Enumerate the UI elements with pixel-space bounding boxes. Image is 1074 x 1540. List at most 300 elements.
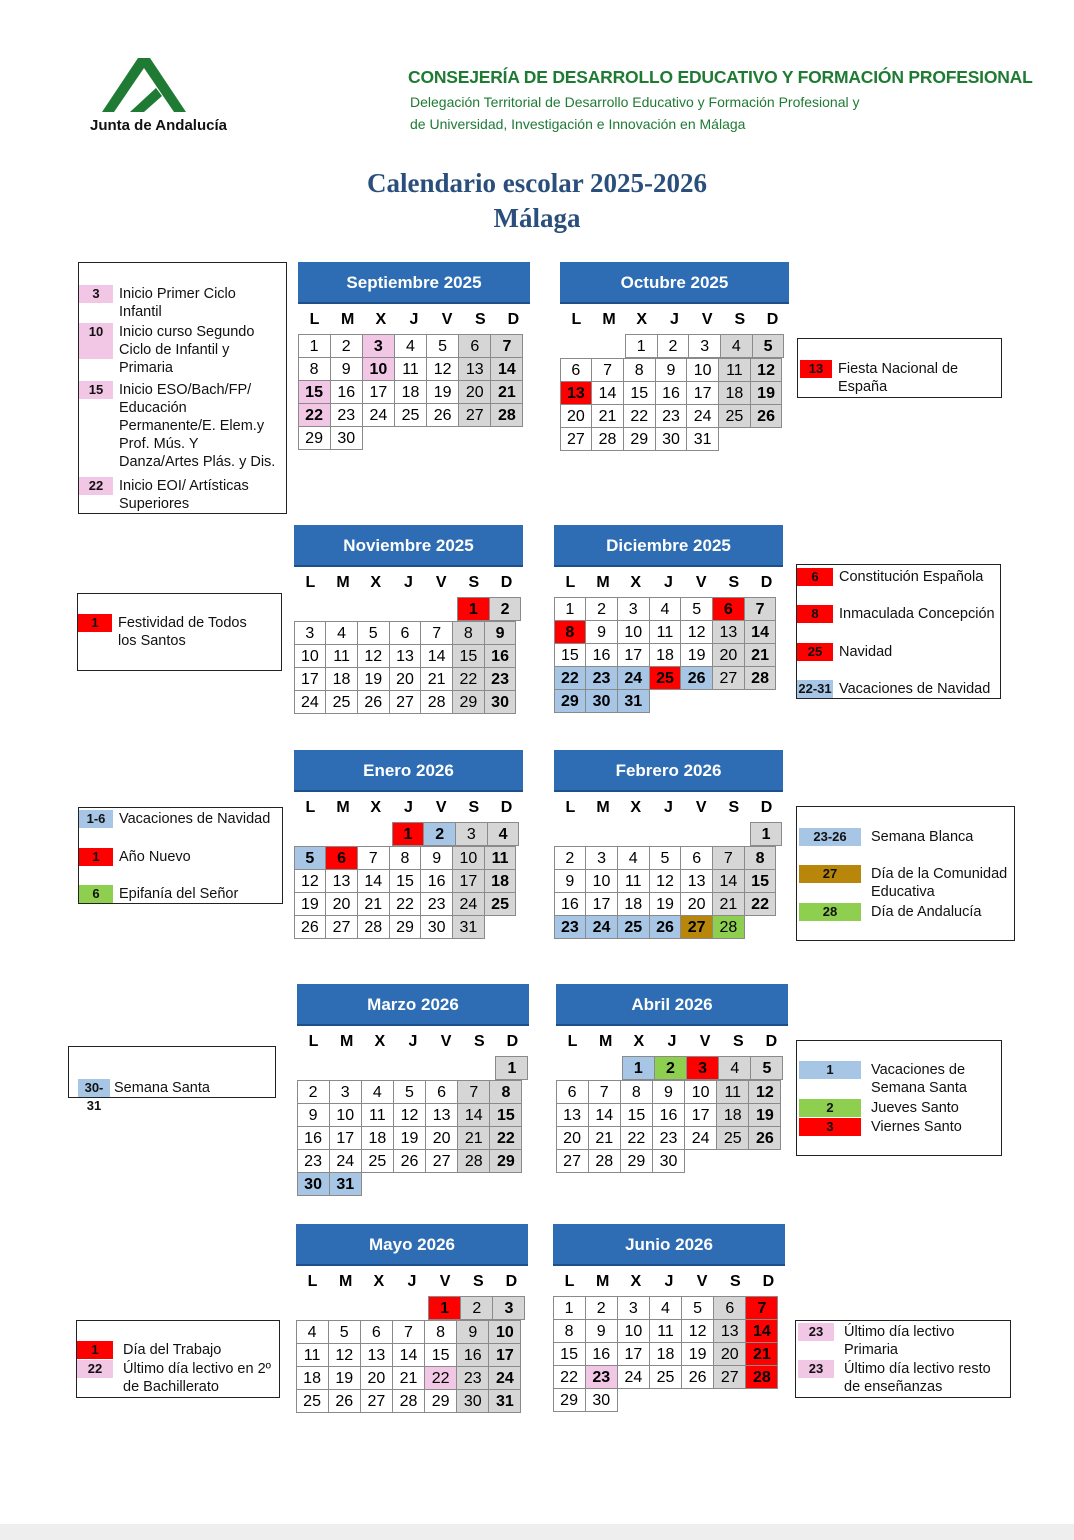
empty-cell — [330, 1056, 363, 1080]
day-cell: 21 — [457, 1126, 490, 1150]
day-cell: 13 — [680, 869, 713, 893]
day-cell: 14 — [392, 1343, 425, 1367]
day-cell: 20 — [713, 1342, 746, 1366]
day-cell: 31 — [329, 1172, 362, 1196]
legend-swatch: 1 — [77, 1341, 113, 1359]
month-title: Septiembre 2025 — [298, 262, 530, 304]
day-cell: 5 — [426, 334, 459, 358]
legend-septiembre — [78, 262, 287, 514]
day-cell: 15 — [553, 1342, 586, 1366]
weekday-label: X — [375, 311, 387, 328]
day-cell: 26 — [681, 1365, 714, 1389]
legend-text: Epifanía del Señor — [119, 886, 239, 902]
legend-swatch: 23 — [798, 1360, 834, 1378]
weekday-header-row — [553, 1270, 785, 1294]
day-cell: 19 — [426, 380, 459, 404]
empty-cell — [589, 1056, 622, 1080]
day-cell: 8 — [489, 1080, 522, 1104]
day-cell: 20 — [712, 643, 745, 667]
legend-text: Día del Trabajo — [123, 1342, 222, 1358]
weekday-label: V — [441, 311, 453, 328]
day-cell: 5 — [680, 597, 713, 621]
empty-cell — [556, 1056, 589, 1080]
legend-abril — [796, 1040, 1002, 1156]
day-cell: 27 — [560, 427, 593, 451]
week-row — [553, 1296, 785, 1319]
day-cell: 5 — [328, 1320, 361, 1344]
month-title: Diciembre 2025 — [554, 525, 783, 567]
empty-cell — [329, 1296, 362, 1320]
day-cell: 13 — [360, 1343, 393, 1367]
month-title: Abril 2026 — [556, 984, 788, 1026]
weekday-label: M — [596, 1273, 610, 1290]
header-delegation-2: de Universidad, Investigación e Innovación en Málaga — [410, 116, 746, 132]
day-cell: 28 — [744, 666, 777, 690]
week-row — [554, 892, 783, 915]
day-cell: 28 — [357, 915, 390, 939]
day-cell: 4 — [617, 846, 650, 870]
legend-text: Semana Blanca — [871, 829, 974, 845]
day-cell: 15 — [298, 380, 331, 404]
weekday-label: V — [696, 1273, 708, 1290]
week-row — [553, 1319, 785, 1342]
month-diciembre — [554, 525, 783, 712]
month-septiembre — [298, 262, 530, 449]
week-row — [554, 620, 783, 643]
legend-text: Año Nuevo — [119, 849, 191, 865]
day-cell: 16 — [456, 1343, 489, 1367]
day-cell: 18 — [325, 667, 358, 691]
day-cell: 22 — [553, 1365, 586, 1389]
day-cell: 30 — [655, 427, 688, 451]
day-cell: 16 — [484, 644, 517, 668]
weekday-label: M — [336, 799, 350, 816]
legend-swatch: 13 — [800, 360, 832, 378]
day-cell: 23 — [456, 1366, 489, 1390]
weekday-header-row — [554, 571, 783, 595]
weekday-label: J — [667, 1033, 677, 1050]
day-cell: 4 — [649, 597, 682, 621]
day-cell: 12 — [649, 869, 682, 893]
day-cell: 4 — [487, 822, 520, 846]
day-cell: 14 — [490, 357, 523, 381]
empty-cell — [554, 822, 587, 846]
empty-cell — [362, 1296, 395, 1320]
weekday-label: M — [596, 574, 610, 591]
weekday-label: L — [565, 799, 576, 816]
empty-cell — [396, 1056, 429, 1080]
day-cell: 10 — [294, 644, 327, 668]
legend-enero — [78, 807, 283, 904]
weekday-label: L — [309, 311, 320, 328]
day-cell: 19 — [681, 1342, 714, 1366]
week-row — [556, 1080, 788, 1103]
month-title: Noviembre 2025 — [294, 525, 523, 567]
header-delegation-1: Delegación Territorial de Desarrollo Educativo y Formación Profesional y — [410, 94, 860, 110]
day-cell: 3 — [617, 597, 650, 621]
day-cell: 10 — [488, 1320, 521, 1344]
day-cell: 26 — [426, 403, 459, 427]
day-cell: 23 — [297, 1149, 330, 1173]
day-cell: 1 — [625, 334, 658, 358]
week-row — [556, 1149, 788, 1172]
day-cell: 4 — [720, 334, 753, 358]
day-cell: 11 — [649, 1319, 682, 1343]
weekday-label: X — [374, 1033, 386, 1050]
day-cell: 25 — [716, 1126, 749, 1150]
day-cell: 18 — [361, 1126, 394, 1150]
day-cell: 2 — [297, 1080, 330, 1104]
week-row — [294, 597, 523, 621]
weekday-header-row — [560, 308, 789, 332]
weekday-label: V — [435, 799, 447, 816]
week-row — [554, 597, 783, 620]
day-cell: 7 — [357, 846, 390, 870]
day-cell: 29 — [424, 1389, 457, 1413]
legend-text: Jueves Santo — [871, 1100, 959, 1116]
logo-text: Junta de Andalucía — [90, 117, 227, 134]
day-cell: 6 — [712, 597, 745, 621]
day-grid — [560, 334, 789, 450]
legend-text: Vacaciones de Semana Santa — [871, 1062, 967, 1096]
legend-text: Día de Andalucía — [871, 904, 982, 920]
day-cell: 15 — [489, 1103, 522, 1127]
weekday-label: J — [404, 574, 413, 591]
empty-cell — [425, 597, 458, 621]
weekday-label: L — [305, 574, 316, 591]
day-cell: 12 — [328, 1343, 361, 1367]
legend-swatch: 6 — [797, 568, 833, 586]
day-cell: 5 — [649, 846, 682, 870]
day-cell: 27 — [713, 1365, 746, 1389]
weekday-label: D — [766, 311, 779, 328]
day-cell: 1 — [457, 597, 490, 621]
day-cell: 21 — [745, 1342, 778, 1366]
weekday-label: X — [633, 1033, 645, 1050]
day-cell: 20 — [325, 892, 358, 916]
day-cell: 30 — [652, 1149, 685, 1173]
day-grid — [294, 597, 523, 713]
legend-text: Fiesta Nacional de España — [838, 361, 959, 395]
legend-text: Constitución Española — [839, 569, 984, 585]
day-cell: 13 — [560, 381, 593, 405]
week-row — [294, 621, 523, 644]
day-cell: 9 — [420, 846, 453, 870]
legend-text: Último día lectivo resto de enseñanzas — [844, 1361, 991, 1395]
empty-cell — [359, 822, 392, 846]
day-cell: 17 — [294, 667, 327, 691]
day-cell: 29 — [553, 1388, 586, 1412]
day-cell: 22 — [744, 892, 777, 916]
day-cell: 30 — [456, 1389, 489, 1413]
day-cell: 8 — [554, 620, 587, 644]
legend-swatch: 3 — [799, 1118, 861, 1136]
weekday-label: D — [500, 799, 513, 816]
day-cell: 25 — [484, 892, 517, 916]
day-cell: 20 — [680, 892, 713, 916]
day-cell: 12 — [748, 1080, 781, 1104]
day-cell: 8 — [623, 358, 656, 382]
empty-cell — [297, 1056, 330, 1080]
week-row — [298, 334, 530, 357]
day-cell: 14 — [591, 381, 624, 405]
empty-cell — [294, 597, 327, 621]
weekday-label: S — [472, 1273, 484, 1290]
day-cell: 7 — [591, 358, 624, 382]
weekday-label: M — [340, 1033, 354, 1050]
weekday-label: L — [565, 574, 576, 591]
day-cell: 2 — [554, 846, 587, 870]
day-cell: 31 — [617, 689, 650, 713]
day-cell: 15 — [389, 869, 422, 893]
day-cell: 28 — [392, 1389, 425, 1413]
weekday-label: L — [305, 799, 316, 816]
day-cell: 16 — [655, 381, 688, 405]
day-cell: 1 — [428, 1296, 461, 1320]
legend-swatch: 1 — [79, 848, 113, 866]
day-cell: 28 — [490, 403, 523, 427]
day-cell: 10 — [585, 869, 618, 893]
legend-text: Último día lectivo Primaria — [844, 1324, 955, 1358]
legend-marzo — [68, 1046, 276, 1113]
day-cell: 11 — [716, 1080, 749, 1104]
day-cell: 12 — [393, 1103, 426, 1127]
day-cell: 24 — [684, 1126, 717, 1150]
weekday-label: S — [728, 799, 740, 816]
day-cell: 19 — [294, 892, 327, 916]
day-cell: 19 — [357, 667, 390, 691]
day-cell: 4 — [325, 621, 358, 645]
empty-cell — [327, 822, 360, 846]
day-cell: 10 — [686, 358, 719, 382]
day-cell: 20 — [360, 1366, 393, 1390]
day-cell: 14 — [745, 1319, 778, 1343]
day-cell: 6 — [680, 846, 713, 870]
day-cell: 4 — [361, 1080, 394, 1104]
day-cell: 25 — [649, 666, 682, 690]
day-cell: 17 — [684, 1103, 717, 1127]
week-row — [294, 892, 523, 915]
empty-cell — [463, 1056, 496, 1080]
day-cell: 18 — [649, 1342, 682, 1366]
day-cell: 8 — [620, 1080, 653, 1104]
legend-swatch: 25 — [797, 643, 833, 661]
legend-swatch: 22-31 — [798, 681, 832, 696]
week-row — [560, 404, 789, 427]
week-row — [294, 869, 523, 892]
day-cell: 9 — [297, 1103, 330, 1127]
day-cell: 24 — [617, 1365, 650, 1389]
week-row — [296, 1366, 528, 1389]
day-cell: 2 — [654, 1056, 687, 1080]
day-cell: 17 — [488, 1343, 521, 1367]
day-cell: 24 — [617, 666, 650, 690]
weekday-label: J — [664, 1273, 674, 1290]
empty-cell — [560, 334, 593, 358]
month-octubre — [560, 262, 789, 450]
day-cell: 2 — [423, 822, 456, 846]
weekday-label: J — [404, 799, 413, 816]
day-cell: 26 — [649, 915, 682, 939]
day-cell: 13 — [556, 1103, 589, 1127]
day-cell: 11 — [484, 846, 517, 870]
day-cell: 9 — [554, 869, 587, 893]
legend-text: Navidad — [839, 644, 893, 660]
day-grid — [554, 822, 783, 938]
legend-swatch: 3 — [79, 285, 113, 303]
day-cell: 27 — [360, 1389, 393, 1413]
day-cell: 5 — [393, 1080, 426, 1104]
weekday-label: X — [630, 799, 642, 816]
weekday-label: L — [564, 1273, 575, 1290]
day-cell: 3 — [492, 1296, 525, 1320]
day-cell: 24 — [362, 403, 395, 427]
weekday-label: S — [732, 1033, 744, 1050]
week-row — [298, 403, 530, 426]
day-cell: 2 — [489, 597, 522, 621]
legend-text: Semana Santa — [114, 1080, 210, 1096]
day-cell: 28 — [588, 1149, 621, 1173]
day-cell: 17 — [617, 1342, 650, 1366]
week-row — [553, 1388, 785, 1411]
weekday-label: L — [567, 1033, 578, 1050]
day-cell: 18 — [296, 1366, 329, 1390]
day-cell: 30 — [585, 1388, 618, 1412]
empty-cell — [685, 822, 718, 846]
weekday-label: J — [409, 311, 419, 328]
day-cell: 27 — [325, 915, 358, 939]
header-ministry: CONSEJERÍA DE DESARROLLO EDUCATIVO Y FORMACIÓN PROFESIONAL — [408, 67, 1033, 87]
week-row — [297, 1172, 529, 1195]
day-cell: 12 — [294, 869, 327, 893]
weekday-label: M — [599, 1033, 613, 1050]
day-cell: 9 — [484, 621, 517, 645]
legend-text: Vacaciones de Navidad — [839, 681, 991, 697]
day-cell: 2 — [657, 334, 690, 358]
week-row — [294, 822, 523, 846]
weekday-header-row — [294, 571, 523, 595]
week-row — [553, 1365, 785, 1388]
weekday-label: X — [630, 1273, 642, 1290]
day-cell: 27 — [556, 1149, 589, 1173]
day-cell: 28 — [457, 1149, 490, 1173]
weekday-label: D — [507, 311, 520, 328]
day-cell: 14 — [588, 1103, 621, 1127]
empty-cell — [652, 822, 685, 846]
month-junio — [553, 1224, 785, 1411]
week-row — [296, 1389, 528, 1412]
day-cell: 3 — [585, 846, 618, 870]
day-cell: 17 — [329, 1126, 362, 1150]
legend-text: Festividad de Todos los Santos — [118, 615, 247, 649]
weekday-header-row — [297, 1030, 529, 1054]
empty-cell — [363, 1056, 396, 1080]
day-cell: 30 — [297, 1172, 330, 1196]
day-cell: 12 — [357, 644, 390, 668]
day-cell: 26 — [328, 1389, 361, 1413]
day-cell: 7 — [490, 334, 523, 358]
weekday-label: X — [370, 799, 382, 816]
empty-cell — [619, 822, 652, 846]
weekday-label: D — [760, 574, 773, 591]
day-cell: 1 — [298, 334, 331, 358]
legend-swatch: 23 — [798, 1323, 834, 1341]
day-cell: 6 — [713, 1296, 746, 1320]
day-cell: 8 — [553, 1319, 586, 1343]
page-subtitle: Málaga — [493, 203, 581, 233]
day-cell: 22 — [298, 403, 331, 427]
legend-swatch: 15 — [79, 381, 113, 399]
week-row — [554, 666, 783, 689]
legend-text: Inmaculada Concepción — [839, 606, 995, 622]
day-cell: 16 — [330, 380, 363, 404]
day-cell: 9 — [652, 1080, 685, 1104]
day-cell: 19 — [748, 1103, 781, 1127]
legend-noviembre — [77, 593, 282, 671]
day-cell: 8 — [389, 846, 422, 870]
day-cell: 17 — [585, 892, 618, 916]
day-cell: 21 — [420, 667, 453, 691]
day-cell: 27 — [458, 403, 491, 427]
legend-swatch: 10 — [79, 323, 113, 359]
day-cell: 10 — [329, 1103, 362, 1127]
weekday-label: S — [468, 799, 480, 816]
weekday-label: X — [630, 574, 642, 591]
month-febrero — [554, 750, 783, 938]
day-cell: 17 — [452, 869, 485, 893]
day-cell: 22 — [452, 667, 485, 691]
legend-swatch: 23-26 — [799, 828, 861, 846]
day-cell: 25 — [361, 1149, 394, 1173]
empty-cell — [392, 597, 425, 621]
weekday-label: L — [571, 311, 582, 328]
day-cell: 6 — [560, 358, 593, 382]
week-row — [560, 381, 789, 404]
legend-text: Último día lectivo en 2º de Bachillerato — [123, 1361, 271, 1395]
weekday-label: J — [664, 799, 673, 816]
day-cell: 2 — [330, 334, 363, 358]
weekday-label: V — [699, 1033, 711, 1050]
week-row — [296, 1343, 528, 1366]
day-cell: 11 — [325, 644, 358, 668]
day-cell: 9 — [330, 357, 363, 381]
day-cell: 12 — [426, 357, 459, 381]
legend-swatch: 27 — [799, 865, 861, 883]
day-cell: 6 — [389, 621, 422, 645]
day-cell: 13 — [458, 357, 491, 381]
day-cell: 5 — [681, 1296, 714, 1320]
week-row — [296, 1296, 528, 1320]
day-cell: 13 — [325, 869, 358, 893]
day-cell: 30 — [585, 689, 618, 713]
week-row — [554, 689, 783, 712]
weekday-header-row — [298, 308, 530, 332]
day-cell: 22 — [489, 1126, 522, 1150]
day-cell: 8 — [452, 621, 485, 645]
weekday-header-row — [296, 1270, 528, 1294]
legend-swatch: 8 — [797, 605, 833, 623]
day-cell: 21 — [744, 643, 777, 667]
week-row — [560, 334, 789, 358]
empty-cell — [718, 822, 751, 846]
day-cell: 24 — [686, 404, 719, 428]
legend-swatch: 22 — [79, 477, 113, 495]
month-abril — [556, 984, 788, 1172]
day-cell: 6 — [556, 1080, 589, 1104]
day-cell: 17 — [362, 380, 395, 404]
empty-cell — [430, 1056, 463, 1080]
weekday-header-row — [554, 796, 783, 820]
